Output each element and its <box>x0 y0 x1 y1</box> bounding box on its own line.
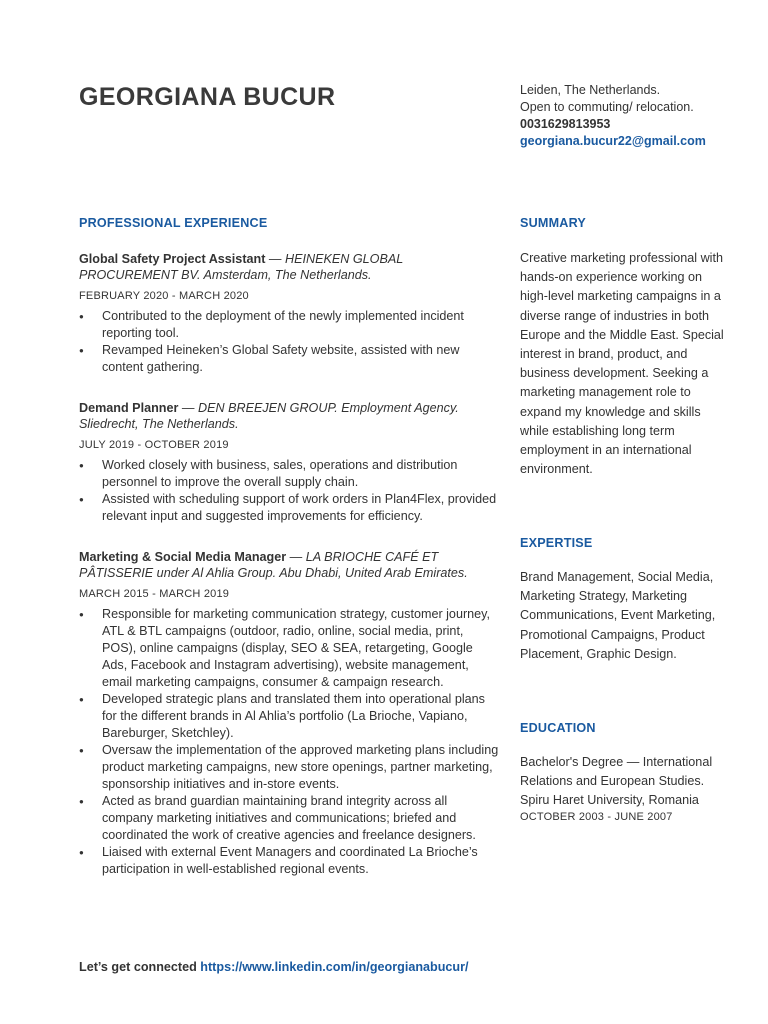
education-school: Spiru Haret University, Romania <box>520 793 699 808</box>
list-item: ● Liaised with external Event Managers and coordinated La Brioche’s participation in well-established regional events. <box>79 844 499 878</box>
job-bullets <box>79 606 499 878</box>
job-separator: — <box>178 401 198 415</box>
job-role: Demand Planner <box>79 401 179 415</box>
job-title <box>79 251 499 283</box>
job-bullets <box>79 308 499 376</box>
summary-text: Creative marketing professional with hands-on experience working on high-level marketing campaigns in a diverse range of industries in both Europe and the Middle East. Special interest in brand, product, and business development. Seeking a marketing management role to expand my knowledge and skills while establishing long term employment in an international environment. <box>520 251 724 477</box>
list-item: ● Responsible for marketing communication strategy, customer journey, ATL & BTL campaigns (outdoor, radio, online, social media, print, POS), online campaigns (display, SEO & SEA, retargeting, Google Ads, Facebook and Instagram advertising), website management, email marketing campaigns, consumer & campaign research. <box>79 606 499 691</box>
job-dates: MARCH 2015 - MARCH 2019 <box>79 588 230 600</box>
footer-connect <box>79 960 469 974</box>
job-entry-la-brioche <box>79 549 499 878</box>
footer-label: Let’s get connected <box>79 960 201 974</box>
job-bullets <box>79 457 499 525</box>
list-item: ● Oversaw the implementation of the approved marketing plans including product marketing campaigns, new store openings, partner marketing, sponsorship initiatives and in-store events. <box>79 742 499 793</box>
job-organization: HEINEKEN GLOBAL PROCUREMENT BV. Amsterdam, The Netherlands. <box>79 252 404 282</box>
education-entry <box>520 753 725 823</box>
education-dates: OCTOBER 2003 - JUNE 2007 <box>520 810 673 823</box>
job-separator: — <box>265 252 285 266</box>
job-organization: DEN BREEJEN GROUP. Employment Agency. Sliedrecht, The Netherlands. <box>79 401 459 431</box>
phone-number[interactable]: 0031629813953 <box>520 117 611 131</box>
relocation-note: Open to commuting/ relocation. <box>520 100 694 114</box>
contact-block <box>520 82 706 150</box>
job-title <box>79 549 499 581</box>
candidate-name: GEORGIANA BUCUR <box>79 83 336 111</box>
email-link[interactable]: georgiana.bucur22@gmail.com <box>520 134 706 148</box>
linkedin-link[interactable]: https://www.linkedin.com/in/georgianabucur/ <box>200 960 469 974</box>
job-title <box>79 400 499 432</box>
summary-heading: SUMMARY <box>520 216 586 230</box>
job-role: Global Safety Project Assistant <box>79 252 266 266</box>
list-item: ● Assisted with scheduling support of work orders in Plan4Flex, provided relevant input and suggested improvements for efficiency. <box>79 491 499 525</box>
list-item: ● Revamped Heineken’s Global Safety website, assisted with new content gathering. <box>79 342 499 376</box>
list-item: ● Developed strategic plans and translated them into operational plans for the different brands in Al Ahlia’s portfolio (La Brioche, Vapiano, Bareburger, Sketchley). <box>79 691 499 742</box>
job-role: Marketing & Social Media Manager <box>79 550 287 564</box>
job-dates: FEBRUARY 2020 - MARCH 2020 <box>79 290 249 302</box>
education-degree: Bachelor's Degree — International Relations and European Studies. <box>520 755 713 789</box>
list-item: ● Worked closely with business, sales, operations and distribution personnel to improve the overall supply chain. <box>79 457 499 491</box>
list-item: ● Acted as brand guardian maintaining brand integrity across all company marketing initiatives and communications; briefed and coordinated the work of creative agencies and freelance designers. <box>79 793 499 844</box>
job-organization: LA BRIOCHE CAFÉ ET PÂTISSERIE under Al Ahlia Group. Abu Dhabi, United Arab Emirates. <box>79 550 468 580</box>
education-heading: EDUCATION <box>520 721 596 735</box>
expertise-text: Brand Management, Social Media, Marketing Strategy, Marketing Communications, Event Marketing, Promotional Campaigns, Product Placement, Graphic Design. <box>520 570 716 661</box>
expertise-heading: EXPERTISE <box>520 536 593 550</box>
job-entry-den-breejen <box>79 400 499 525</box>
job-entry-heineken <box>79 251 499 376</box>
experience-heading: PROFESSIONAL EXPERIENCE <box>79 216 268 230</box>
job-dates: JULY 2019 - OCTOBER 2019 <box>79 439 229 451</box>
job-separator: — <box>286 550 306 564</box>
location: Leiden, The Netherlands. <box>520 83 661 97</box>
list-item: ● Contributed to the deployment of the newly implemented incident reporting tool. <box>79 308 499 342</box>
